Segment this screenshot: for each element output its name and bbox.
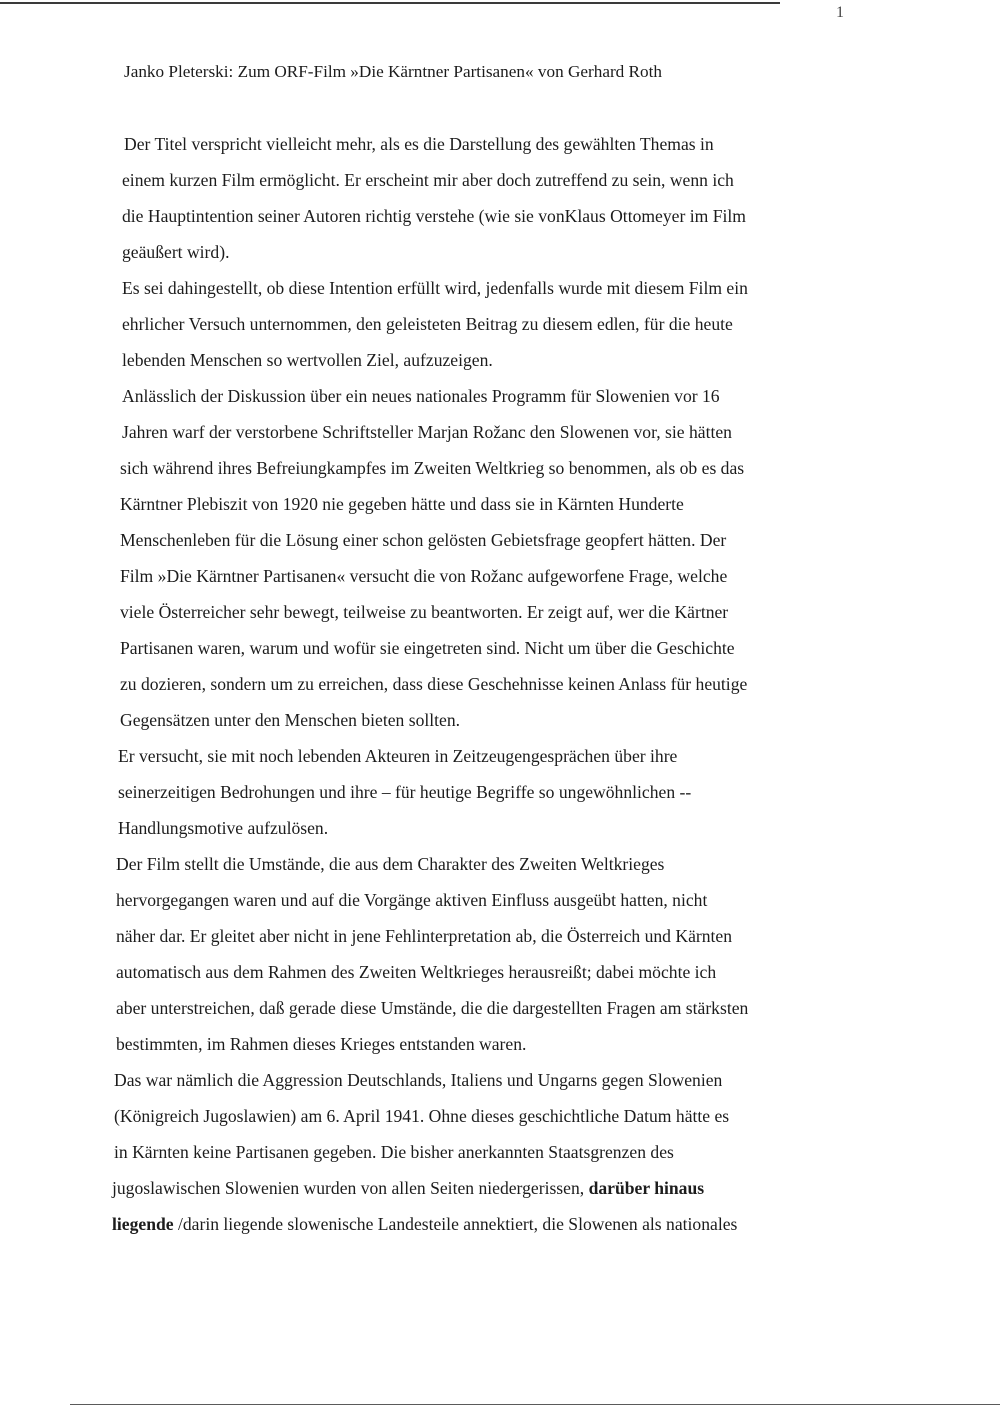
bold-text: darüber hinaus (588, 1178, 705, 1198)
text-line: lebenden Menschen so wertvollen Ziel, aufzuzeigen. (122, 350, 493, 370)
scan-edge-top (0, 2, 780, 4)
text-line: Er versucht, sie mit noch lebenden Akteuren in Zeitzeugengesprächen über ihre (118, 746, 678, 766)
text-line: Der Film stellt die Umstände, die aus dem Charakter des Zweiten Weltkrieges (116, 854, 665, 874)
text-line-part: jugoslawischen Slowenien wurden von allen Seiten niedergerissen, (112, 1178, 589, 1198)
text-line: einem kurzen Film ermöglicht. Er erscheint mir aber doch zutreffend zu sein, wenn ich (122, 170, 734, 190)
text-line: näher dar. Er gleitet aber nicht in jene Fehlinterpretation ab, die Österreich und Kärnten (116, 926, 733, 946)
text-line: Kärntner Plebiszit von 1920 nie gegeben hätte und dass sie in Kärnten Hunderte (120, 494, 684, 514)
text-line: ehrlicher Versuch unternommen, den geleisteten Beitrag zu diesem edlen, für die heute (122, 314, 733, 334)
text-line: aber unterstreichen, daß gerade diese Umstände, die die dargestellten Fragen am stärksten (116, 998, 749, 1018)
text-line: Menschenleben für die Lösung einer schon gelösten Gebietsfrage geopfert hätten. Der (120, 530, 727, 550)
text-line: Der Titel verspricht vielleicht mehr, als es die Darstellung des gewählten Themas in (124, 134, 714, 154)
scan-edge-bottom (70, 1404, 1000, 1405)
text-line: sich während ihres Befreiungkampfes im Zweiten Weltkrieg so benommen, als ob es das (120, 458, 745, 478)
text-line: geäußert wird). (122, 242, 230, 262)
page-number: 1 (836, 4, 844, 21)
text-line: Handlungsmotive aufzulösen. (118, 818, 329, 838)
text-line: seinerzeitigen Bedrohungen und ihre – für heutige Begriffe so ungewöhnlichen -- (118, 782, 692, 802)
text-line: hervorgegangen waren und auf die Vorgänge aktiven Einfluss ausgeübt hatten, nicht (116, 890, 708, 910)
text-line: bestimmten, im Rahmen dieses Krieges entstanden waren. (116, 1034, 527, 1054)
text-line-part: /darin liegende slowenische Landesteile annektiert, die Slowenen als nationales (173, 1214, 738, 1234)
text-line: in Kärnten keine Partisanen gegeben. Die bisher anerkannten Staatsgrenzen des (114, 1142, 674, 1162)
text-line: Jahren warf der verstorbene Schriftsteller Marjan Rožanc den Slowenen vor, sie hätten (122, 422, 732, 442)
text-line: Gegensätzen unter den Menschen bieten sollten. (120, 710, 461, 730)
text-line: zu dozieren, sondern um zu erreichen, dass diese Geschehnisse keinen Anlass für heutige (120, 674, 748, 694)
text-line: (Königreich Jugoslawien) am 6. April 1941. Ohne dieses geschichtliche Datum hätte es (114, 1106, 730, 1126)
text-line: Film »Die Kärntner Partisanen« versucht die von Rožanc aufgeworfene Frage, welche (120, 566, 728, 586)
document-header: Janko Pleterski: Zum ORF-Film »Die Kärntner Partisanen« von Gerhard Roth (124, 62, 662, 81)
text-line (112, 1170, 704, 1206)
text-line: Das war nämlich die Aggression Deutschlands, Italiens und Ungarns gegen Slowenien (114, 1070, 723, 1090)
text-line: automatisch aus dem Rahmen des Zweiten Weltkrieges herausreißt; dabei möchte ich (116, 962, 717, 982)
text-line: Partisanen waren, warum und wofür sie eingetreten sind. Nicht um über die Geschichte (120, 638, 735, 658)
text-line: die Hauptintention seiner Autoren richtig verstehe (wie sie vonKlaus Ottomeyer im Film (122, 206, 746, 226)
bold-text: liegende (112, 1214, 174, 1234)
text-line: Anlässlich der Diskussion über ein neues nationales Programm für Slowenien vor 16 (122, 386, 720, 406)
text-line: viele Österreicher sehr bewegt, teilweise zu beantworten. Er zeigt auf, wer die Kärtner (120, 602, 729, 622)
text-line (112, 1206, 737, 1242)
text-line: Es sei dahingestellt, ob diese Intention erfüllt wird, jedenfalls wurde mit diesem Film ein (122, 278, 748, 298)
